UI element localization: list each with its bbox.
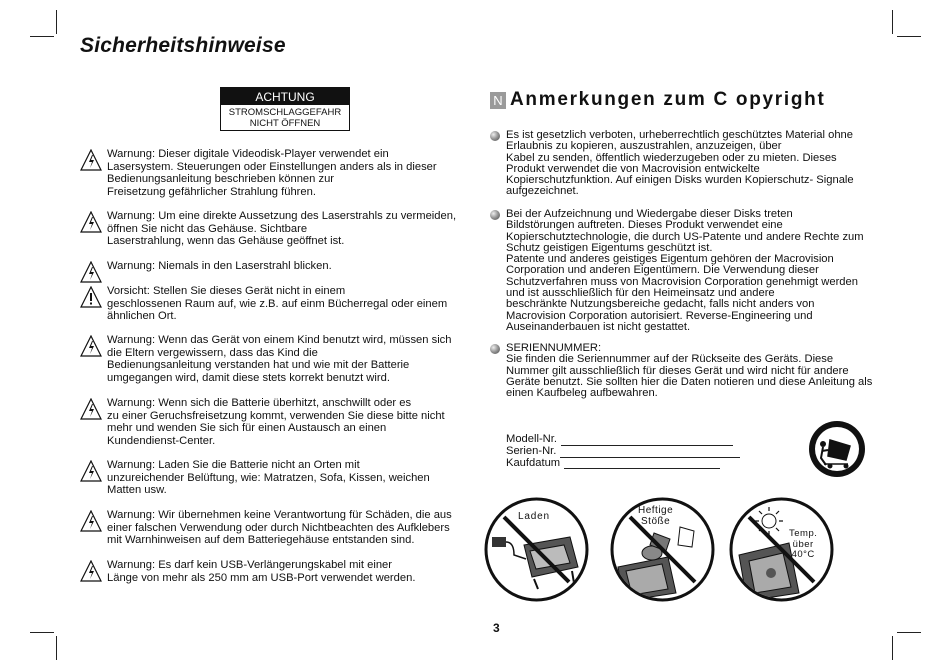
serial-form: [506, 434, 740, 469]
page-title: Sicherheitshinweise: [80, 34, 286, 57]
sign-label: Temp. über 40°C: [789, 528, 818, 560]
lightning-warning-icon: [80, 510, 102, 532]
caution-text: [221, 105, 349, 130]
warning-text: Warnung: Wenn das Gerät von einem Kind benutzt wird, müssen sich die Eltern vergewissern, dass das Kind die Bedienungsanleitung verstanden hat und wie mit der Batterie umgegangen wird, damit diese stets korrekt benutzt wird.: [107, 334, 452, 384]
serial-label: Serien-Nr.: [506, 444, 557, 457]
page-number: 3: [493, 621, 500, 635]
warning-text: Warnung: Wir übernehmen keine Verantwortung für Schäden, die aus einer falschen Verwendung oder durch Nichtbeachten des Aufklebers mit Warnhinweisen auf dem Batteriegehäuse entstanden sind.: [107, 509, 452, 546]
crop-mark: [897, 36, 921, 37]
paragraph-text: SERIENNUMMER: Sie finden die Seriennummer auf der Rückseite des Geräts. Diese Nummer gilt ausschließlich für dieses Gerät und wird nicht für andere Geräte benutzt. Sie sollten hier die Daten notieren und diese Anleitung als einen Kaufbeleg aufbewahren.: [506, 342, 873, 400]
serial-field[interactable]: [560, 448, 740, 458]
date-label: Kaufdatum: [506, 456, 561, 469]
date-field[interactable]: [564, 459, 720, 469]
caution-heading: ACHTUNG: [221, 88, 349, 105]
bullet-icon: [490, 210, 500, 220]
crop-mark: [892, 10, 893, 34]
lightning-warning-icon: [80, 335, 102, 357]
caution-line: NICHT ÖFFNEN: [249, 118, 321, 129]
warning-text: Warnung: Dieser digitale Videodisk-Player verwendet ein Lasersystem. Steuerungen oder Einstellungen anders als in dieser Bedienungsanleitung beschrieben können zur Freisetzung gefährlicher Strahlung führen.: [107, 148, 437, 198]
no-heat-sign-icon: [729, 497, 834, 602]
prohibition-sign: [729, 497, 834, 602]
caution-label: [220, 87, 350, 131]
no-cart-tipping-icon: [808, 420, 866, 478]
lightning-warning-icon: [80, 460, 102, 482]
warning-text: Warnung: Niemals in den Laserstrahl blicken.: [107, 260, 332, 272]
warning-text: Warnung: Laden Sie die Batterie nicht an Orten mit unzureichender Belüftung, wie: Matratzen, Sofa, Kissen, weichen Matten usw.: [107, 459, 430, 496]
bullet-icon: [490, 344, 500, 354]
crop-mark: [897, 632, 921, 633]
prohibition-sign: [610, 497, 715, 602]
sign-label: Heftige Stöße: [638, 505, 674, 527]
model-label: Modell-Nr.: [506, 433, 557, 445]
model-field[interactable]: [561, 436, 733, 446]
copyright-title: Anmerkungen zum C opyright: [510, 89, 826, 110]
lightning-warning-icon: [80, 211, 102, 233]
warning-text: Warnung: Um eine direkte Aussetzung des Laserstrahls zu vermeiden, öffnen Sie nicht das Gehäuse. Sichtbare Laserstrahlung, wenn das Gehäuse geöffnet ist.: [107, 210, 457, 247]
exclamation-warning-icon: [80, 286, 102, 308]
crop-mark: [30, 632, 54, 633]
copyright-heading: [490, 89, 826, 111]
sign-label: Laden: [518, 511, 550, 522]
lightning-warning-icon: [80, 261, 102, 283]
form-row: [506, 446, 740, 458]
warning-text: Warnung: Wenn sich die Batterie überhitzt, anschwillt oder es zu einer Geruchsfreisetzung kommt, verwenden Sie diese bitte nicht mehr und wenden Sie sich für einen Austausch an einen Kundendienst-Center.: [107, 397, 445, 447]
caution-line: STROMSCHLAGGEFAHR: [228, 107, 342, 118]
crop-mark: [56, 10, 57, 34]
lightning-warning-icon: [80, 398, 102, 420]
paragraph-text: Bei der Aufzeichnung und Wiedergabe dieser Disks treten Bildstörungen auftreten. Dieses Produkt verwendet eine Kopierschutztechnologie, die durch US-Patente und andere Rechte zum Schutz geistigen Eigentums geschützt ist. Patente und anderes geistiges Eigentum gehören der Macrovision Corporation und anderen Eigentümern. Die Verwendung dieser Schutzverfahren muss von Macrovision Corporation genehmigt werden und ist ausschließlich für den Heimeinsatz und andere beschränkte Nutzungsbereiche gedacht, falls nicht anders von Macrovision Corporation autorisiert. Reverse-Engineering und Auseinanderbauen ist nicht gestattet.: [506, 208, 864, 333]
crop-mark: [892, 636, 893, 660]
crop-mark: [30, 36, 54, 37]
prohibition-sign: [484, 497, 589, 602]
bullet-icon: [490, 131, 500, 141]
lightning-warning-icon: [80, 149, 102, 171]
n-square-icon: N: [490, 92, 506, 109]
form-row: [506, 458, 740, 470]
lightning-warning-icon: [80, 560, 102, 582]
paragraph-text: Es ist gesetzlich verboten, urheberrechtlich geschütztes Material ohne Erlaubnis zu kopieren, auszustrahlen, anzuzeigen, über Kabel zu senden, öffentlich wiederzugeben oder zu mieten. Dieses Produkt verwendet die von Macrovision entwickelte Kopierschutzfunktion. Auf einigen Disks wurden Kopierschutz- Signale aufgezeichnet.: [506, 129, 854, 198]
warning-text: Warnung: Es darf kein USB-Verlängerungskabel mit einer Länge von mehr als 250 mm am USB-Port verwendet werden.: [107, 559, 416, 584]
crop-mark: [56, 636, 57, 660]
warning-text: Vorsicht: Stellen Sie dieses Gerät nicht in einem geschlossenen Raum auf, wie z.B. auf einm Bücherregal oder einem ähnlichen Ort.: [107, 285, 448, 322]
